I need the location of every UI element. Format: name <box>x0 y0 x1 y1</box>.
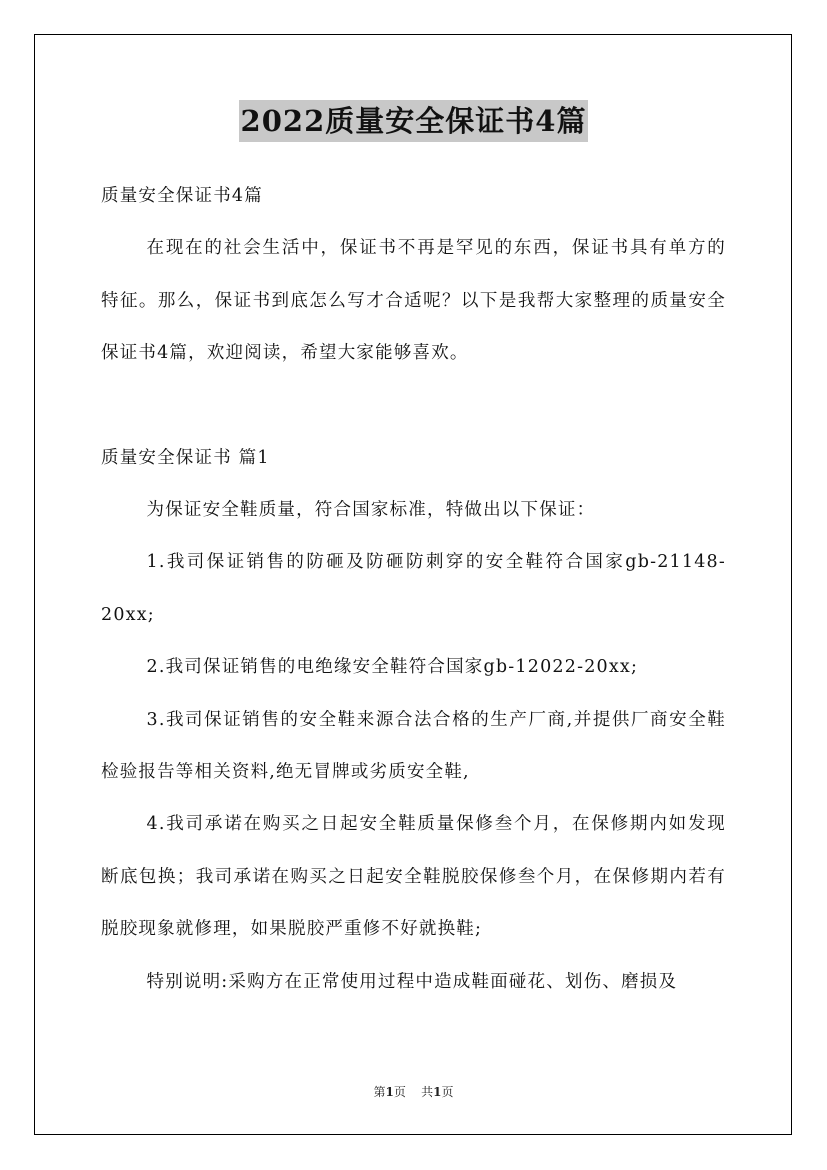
paragraph-gap <box>101 380 726 432</box>
body-paragraph: 特别说明:采购方在正常使用过程中造成鞋面碰花、划伤、磨损及 <box>146 971 678 992</box>
page-footer <box>0 1083 827 1100</box>
body-paragraph: 2.我司保证销售的电绝缘安全鞋符合国家gb-12022-20xx; <box>146 657 639 678</box>
body-paragraph: 3.我司保证销售的安全鞋来源合法合格的生产厂商,并提供厂商安全鞋检验报告等相关资料,绝无冒牌或劣质安全鞋, <box>101 709 726 783</box>
section-heading: 质量安全保证书 篇1 <box>101 447 270 468</box>
document-title: 2022质量安全保证书4篇 <box>239 100 589 142</box>
page-number: 第1页 <box>373 1085 406 1099</box>
body-paragraph: 4.我司承诺在购买之日起安全鞋质量保修叁个月，在保修期内如发现断底包换；我司承诺在购买之日起安全鞋脱胶保修叁个月，在保修期内若有脱胶现象就修理，如果脱胶严重修不好就换鞋; <box>101 814 726 940</box>
body-paragraph: 为保证安全鞋质量，符合国家标准，特做出以下保证： <box>146 500 596 521</box>
document-heading: 质量安全保证书4篇 <box>101 186 263 206</box>
body-paragraph: 1.我司保证销售的防砸及防砸防刺穿的安全鞋符合国家gb-21148-20xx; <box>101 552 726 625</box>
intro-paragraph: 在现在的社会生活中，保证书不再是罕见的东西，保证书具有单方的特征。那么，保证书到底怎么写才合适呢？以下是我帮大家整理的质量安全保证书4篇，欢迎阅读，希望大家能够喜欢。 <box>101 238 726 364</box>
document-body <box>101 170 726 1008</box>
document-title-wrapper <box>0 100 827 142</box>
page-total: 共1页 <box>421 1085 454 1099</box>
